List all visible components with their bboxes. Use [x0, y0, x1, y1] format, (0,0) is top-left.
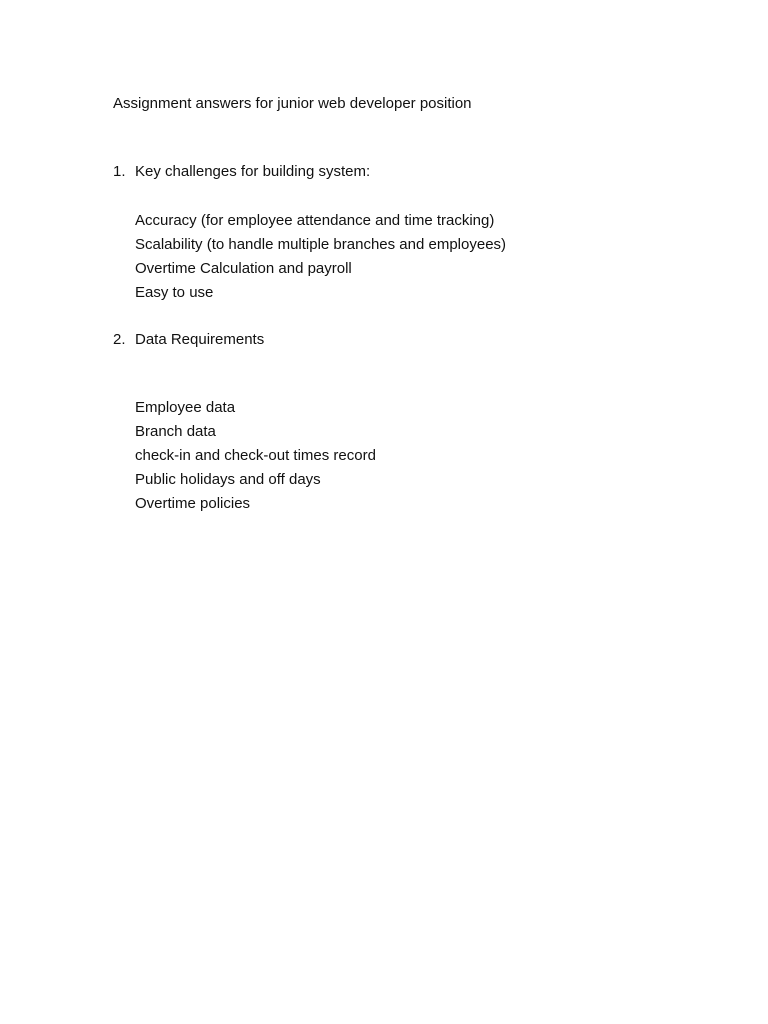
list-item: Branch data	[135, 423, 216, 440]
section-number-1: 1.	[113, 163, 126, 180]
list-item: Scalability (to handle multiple branches and employees)	[135, 236, 507, 253]
section-title-2: Data Requirements	[135, 331, 265, 348]
list-item: Accuracy (for employee attendance and time tracking)	[135, 212, 495, 229]
list-item: Employee data	[135, 399, 236, 416]
section-heading-1	[113, 160, 370, 184]
section-heading-2	[113, 328, 264, 352]
list-item: Overtime policies	[135, 495, 251, 512]
section-title-1: Key challenges for building system:	[135, 163, 371, 180]
section-number-2: 2.	[113, 331, 126, 348]
list-item: Overtime Calculation and payroll	[135, 260, 352, 277]
list-item: Public holidays and off days	[135, 471, 321, 488]
list-item: check-in and check-out times record	[135, 447, 376, 464]
list-item: Easy to use	[135, 284, 214, 301]
section-1-list	[135, 209, 506, 305]
section-2-list	[135, 396, 376, 516]
document-title: Assignment answers for junior web developer position	[113, 95, 472, 112]
